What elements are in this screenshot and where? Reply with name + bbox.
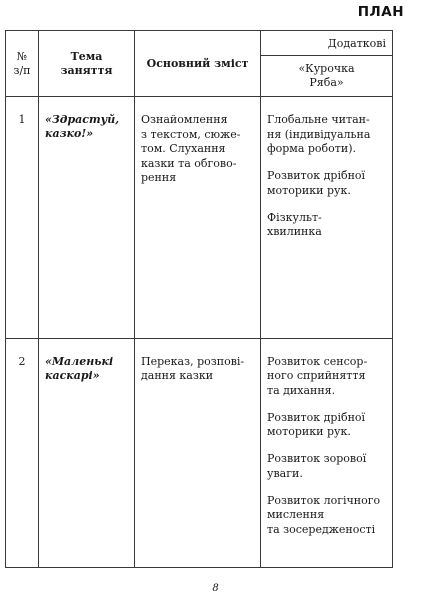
header-number-label: № з/п — [13, 49, 31, 77]
header-content-label: Основний зміст — [146, 56, 249, 70]
header-extra-label: Додаткові — [327, 36, 386, 50]
row-theme — [39, 97, 135, 339]
extra-item: Розвиток сенсор- ного сприйняття та дихання. — [267, 354, 368, 397]
page-title: ПЛАН — [357, 4, 404, 20]
row-content-text: Переказ, розпові- дання казки — [141, 354, 245, 383]
table-row — [6, 97, 393, 339]
row-extras — [261, 338, 393, 567]
extra-item: Розвиток дрібної моторики рук. — [267, 169, 366, 197]
row-content — [135, 97, 261, 339]
row-number: 1 — [6, 97, 39, 339]
header-theme-label: Тема заняття — [60, 49, 113, 77]
plan-table — [5, 30, 393, 568]
extra-item: Глобальне читан- ня (індивідуальна форма роботи). — [267, 113, 371, 155]
table-row — [6, 338, 393, 567]
header-theme — [39, 31, 135, 97]
row-content — [135, 338, 261, 567]
header-extra-sub-label: «Курочка Ряба» — [298, 62, 355, 89]
extra-item: Фізкульт- хвилинка — [267, 210, 322, 238]
header-number — [6, 31, 39, 97]
row-theme — [39, 338, 135, 567]
header-content — [135, 31, 261, 97]
extra-item: Розвиток дрібної моторики рук. — [267, 410, 366, 439]
row-theme-text: «Здрастуй, казко!» — [45, 113, 120, 140]
extra-item: Розвиток зорової уваги. — [267, 452, 367, 480]
row-extras — [261, 97, 393, 339]
header-extra — [261, 31, 393, 56]
row-theme-text: «Маленькі каскарі» — [45, 354, 114, 382]
extra-item: Розвиток логічного мислення та зосередженості — [267, 493, 381, 536]
row-number: 2 — [6, 338, 39, 567]
header-extra-sub — [261, 56, 393, 97]
page-number: 8 — [212, 583, 219, 594]
row-content-text: Ознайомлення з текстом, сюже- том. Слухання казки та обгово- рення — [141, 113, 241, 184]
